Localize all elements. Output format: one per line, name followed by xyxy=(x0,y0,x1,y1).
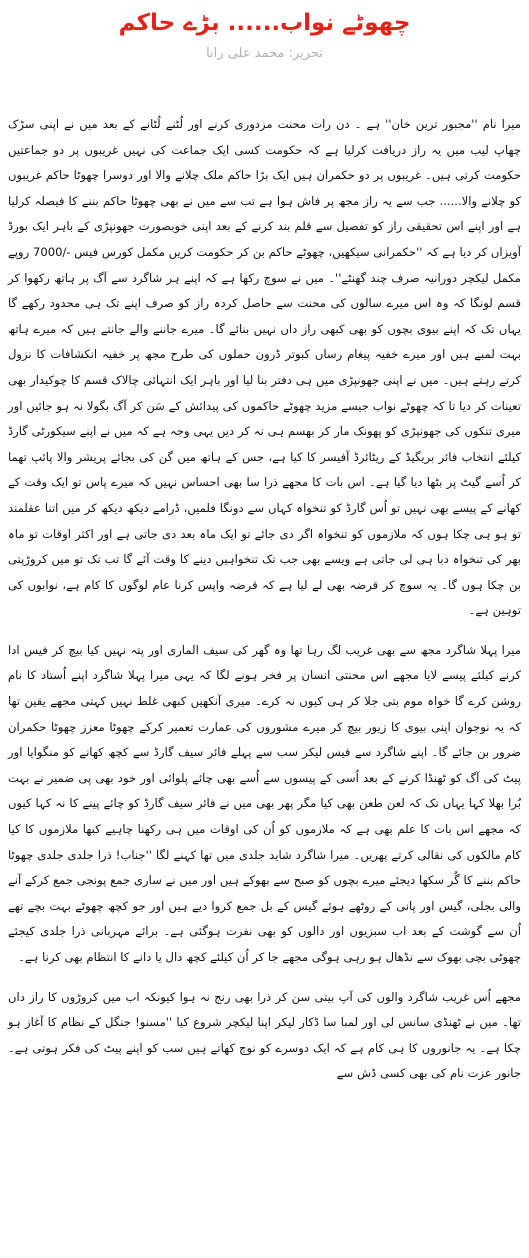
article-body xyxy=(8,112,521,1087)
headline: چھوٹے نواب...... بڑے حاکم xyxy=(118,10,411,36)
byline: تحریر: محمد علی رانا xyxy=(206,46,323,61)
paragraph: میرا پہلا شاگرد مجھ سے بھی غریب لگ رہا تھا وہ گھر کی سیف الماری اور پتہ نہیں کیا بیچ کر فیس ادا کرنے کیلئے پیسے لایا مجھے اس محنتی انسان پر فخر ہونے لگا کہ یہی میرا پہلا شاگرد اپنے اُستاد کا نام روشن کرے گا خواہ موم بتی جلا کر ہی کیوں نہ کرے۔ میری آنکھیں کبھی غلط نہیں کہتی مجھے یقین تھا کہ یہ نوجوان اپنی بیوی کا زیور بیچ کر میرے مشوروں کی عمارت تعمیر کرکے چھوٹا معزز چھوٹا حکمران ضرور بن جائے گا۔ اپنے شاگرد سے فیس لیکر سب سے پہلے فائر سیف گارڈ سے کچھ کھانے کو منگوایا اور پیٹ کی آگ کو ٹھنڈا کرنے کے بعد اُسی کے پیسوں سے اُسے بھی چائے پلوائی اور خود بھی پی ضمیر نے بہت بُرا بھلا کہا یہاں تک کہ لعن طعن بھی کیا مگر پھر بھی میں نے فائر سیف گارڈ کو چائے پینے کا نہ کہا کیوں کہ مجھے اس بات کا علم بھی ہے کہ ملازموں کو اُن کی اوقات میں ہی رکھنا چاہیے کبھا ملازموں کا کیا کام مالکوں کی نقالی کرتے پھریں۔ میرا شاگرد شاید جلدی میں تھا کہنے لگا ''جناب! ذرا جلدی جلدی چھوٹا حاکم بننے کا گُر سکھا دیجئے میرے بچوں کو صبح سے بھوکے ہیں اور میں نے ساری جمع پونجی جمع کرکے آنے والی بجلی، گیس اور پانی کے روٹھے ہوئے گیس کے بل جمع کروا دیے ہیں اور جو کچھ چھوٹے بہت بچے تھے اُن سے گوشت کے بعد اب سبزیوں اور دالوں کو بھی نفرت ہوگئی ہے۔ برائے مہربانی ذرا جلدی کیجئے چھوٹی بچی بھوک سے نڈھال ہو رہی ہوگی مجھے جا کر اُن کیلئے کچھ دال یا دانے کا انتظام بھی کرنا ہے۔ xyxy=(8,642,521,964)
paragraph: میرا نام ''مجبور ترین خان'' ہے ۔ دن رات محنت مزدوری کرنے اور لُٹنے لُٹانے کے بعد میں نے اپنی سڑک چھاپ لیب میں یہ راز دریافت کرلیا ہے کہ حکومت کسی ایک جماعت کی نہیں غریبوں پر دو جماعتیں حکومت کرتی ہیں۔ غریبوں پر دو حکمران ہیں ایک بڑا حاکم ملک چلانے والا اور دوسرا چھوٹا حاکم غریبوں کو چلانے والا...... جب سے یہ راز مجھ پر فاش ہوا ہے تب سے میں نے بھی چھوٹا حاکم بننے کا فیصلہ کرلیا ہے اور اپنے اس تحقیقی راز کو تفصیل سے قلم بند کرنے کے بعد اپنی خوبصورت جھونپڑی کے باہر ایک بورڈ آویزاں کر دیا ہے کہ ''حکمرانی سیکھیں، چھوٹے حاکم بن کر حکومت کریں مکمل کورس فیس -/7000 روپے مکمل لیکچر دورانیہ صرف چند گھنٹے''۔ میں نے سوچ رکھا ہے کہ اپنے ہر شاگرد سے آگ پر ہاتھ رکھوا کر قسم لونگا کہ وہ اس میرے سالوں کی محنت سے حاصل کردہ راز کو صرف اپنے تک ہی محدود رکھے گا یہاں تک کہ اپنے بیوی بچوں کو بھی کبھی راز داں نہیں بنائے گا۔ میرے جاننے والے جانتے ہیں کہ میرے ہاتھ بہت لمبے ہیں اور میرے خفیہ پیغام رساں کبوتر ڈرون حملوں کی طرح مجھ پر خفیہ انکشافات کا نزول کرتے رہتے ہیں۔ میں نے اپنی جھونپڑی میں ہی دفتر بنا لیا اور باہر ایک انتہائی چالاک قسم کا چوکیدار بھی تعینات کر دیا تا کہ چھوٹے نواب جیسے مزید چھوٹے حاکموں کی پیدائش کے سَن کر آگ بگولا نہ ہو جائیں اور میری تنکوں کی جھونپڑی کو پھونک مار کر بھسم ہی نہ کر دیں یہی وجہ ہے کہ میں نے اپنے سیکورٹی گارڈ کیلئے انتخاب فائر بریگیڈ کے ریٹائرڈ آفیسر کا کیا ہے، جس کے ہاتھ میں گن کی بجائے پریشر والا پائپ تھما کر اُسے گیٹ پر بٹھا دیا گیا ہے۔ اس بات کا مجھے ذرا سا بھی احساس نہیں کہ میرے پاس تو ایک وقت کے کھانے کے پیسے بھی نہیں تو اُس گارڈ کو تنخواہ کہاں سے دونگا فلمیں، ڈرامے دیکھ دیکھ کر میں اتنا عقلمند تو ہو ہی چکا ہوں کہ ملازموں کو تنخواہ اگر دی جائے تو ایک ماہ بعد دی جاتی ہے اور اکثر اوقات تو ماہ بھر کی تنخواہ دبا ہی لی جاتی ہے ویسے بھی جب تک تنخواہیں دینے کا وقت آئے گا تب تک تو میں کروڑپتی بن چکا ہوں گا۔ یہ سوچ کر قرضہ بھی لے لیا ہے کہ قرضہ واپس کرنا عام لوگوں کا کام ہے، نوابوں کی توہین ہے۔ xyxy=(8,117,522,618)
paragraph: مجھے اُس غریب شاگرد والوں کی آپ بیتی سن کر ذرا بھی رنج نہ ہوا کیونکہ اب میں کروڑوں کا راز داں تھا۔ میں نے ٹھنڈی سانس لی اور لمبا سا ڈکار لیکر اپنا لیکچر شروع کیا ''مسنو! جنگل کے نظام کا آغاز ہو چکا ہے۔ یہ جانوروں کا ہی کام ہے کہ ایک دوسرے کو نوچ کھاتے ہیں سب کو اپنے پیٹ کی فکر ہوتی ہے۔ جانور عزت نام کی بھی کسی ڈش سے xyxy=(8,989,521,1081)
